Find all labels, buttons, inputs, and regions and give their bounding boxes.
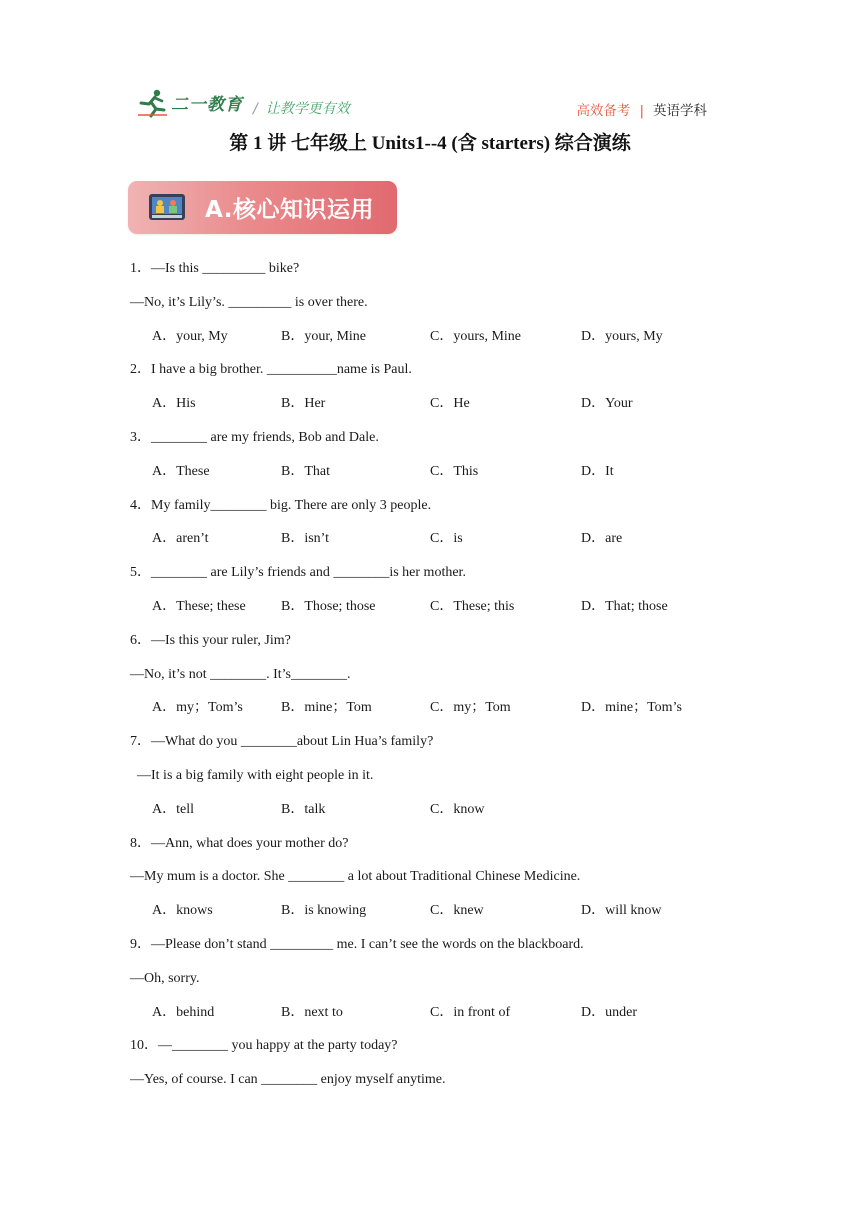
answer-option[interactable]: A．your, My: [152, 328, 228, 344]
answer-option[interactable]: D．are: [581, 531, 623, 547]
question-line: —Oh, sorry.: [130, 970, 200, 986]
logo-text: 二一教育: [171, 95, 243, 115]
answer-option[interactable]: A．knows: [152, 903, 213, 919]
question-stem: 8．—Ann, what does your mother do?: [130, 835, 349, 851]
question-line: —Yes, of course. I can ________ enjoy myself anytime.: [130, 1072, 446, 1088]
answer-option[interactable]: A．my；Tom’s: [152, 700, 243, 716]
answer-option[interactable]: A．aren’t: [152, 531, 209, 547]
answer-option[interactable]: A．behind: [152, 1004, 215, 1020]
answer-option[interactable]: D．It: [581, 463, 614, 479]
subject-tag: [576, 99, 707, 119]
answer-option[interactable]: D．mine；Tom’s: [581, 700, 682, 716]
question-stem: 2．I have a big brother. __________name is Paul.: [130, 362, 412, 378]
answer-option[interactable]: C．knew: [430, 903, 484, 919]
answer-option[interactable]: C．He: [430, 396, 470, 412]
slash-divider: /: [253, 101, 258, 117]
answer-option[interactable]: B．mine；Tom: [281, 700, 372, 716]
question-line: —It is a big family with eight people in it.: [130, 768, 374, 783]
answer-option[interactable]: A．These; these: [152, 599, 246, 614]
slogan: [253, 98, 350, 118]
answer-option[interactable]: B．Those; those: [281, 599, 376, 614]
answer-option[interactable]: B．That: [281, 463, 330, 479]
answer-option[interactable]: C．in front of: [430, 1004, 511, 1020]
tag-exam-prep: 高效备考: [576, 103, 631, 119]
answer-option[interactable]: D．yours, My: [581, 328, 663, 344]
question-stem: 4．My family________ big. There are only 3 people.: [130, 497, 432, 513]
answer-option[interactable]: D．Your: [581, 396, 633, 412]
question-stem: 9．—Please don’t stand _________ me. I can’t see the words on the blackboard.: [130, 937, 584, 952]
answer-option[interactable]: A．tell: [152, 801, 194, 817]
classroom-icon: [148, 193, 186, 221]
answer-option[interactable]: C．This: [430, 463, 479, 479]
answer-option[interactable]: C．These; this: [430, 599, 515, 614]
answer-option[interactable]: B．Her: [281, 396, 326, 412]
question-line: —My mum is a doctor. She ________ a lot about Traditional Chinese Medicine.: [130, 869, 581, 885]
section-banner: [128, 181, 397, 234]
question-stem: 7．—What do you ________about Lin Hua’s family?: [130, 734, 434, 750]
question-stem: 5．________ are Lily’s friends and ________is her mother.: [130, 565, 466, 581]
runner-icon: [137, 88, 171, 118]
tag-divider: |: [639, 103, 644, 119]
tag-subject: 英语学科: [653, 103, 707, 119]
question-line: —No, it’s Lily’s. _________ is over there.: [130, 294, 368, 310]
answer-option[interactable]: C．is: [430, 531, 463, 547]
question-stem: 1．—Is this _________ bike?: [130, 261, 300, 276]
section-title: A.核心知识运用: [205, 197, 374, 223]
question-line: —No, it’s not ________. It’s________.: [130, 666, 351, 682]
answer-option[interactable]: C．know: [430, 801, 485, 817]
question-stem: 6．—Is this your ruler, Jim?: [130, 632, 291, 648]
page-header: [137, 84, 717, 124]
question-stem: 10．—________ you happy at the party today?: [130, 1038, 398, 1054]
answer-option[interactable]: B．your, Mine: [281, 328, 366, 344]
answer-option[interactable]: B．isn’t: [281, 531, 329, 547]
answer-option[interactable]: A．These: [152, 463, 210, 479]
answer-option[interactable]: C．yours, Mine: [430, 328, 521, 344]
question-stem: 3．________ are my friends, Bob and Dale.: [130, 430, 379, 445]
answer-option[interactable]: D．That; those: [581, 599, 668, 614]
answer-option[interactable]: D．under: [581, 1004, 637, 1020]
answer-option[interactable]: B．is knowing: [281, 903, 367, 919]
answer-option[interactable]: C．my；Tom: [430, 700, 511, 716]
answer-option[interactable]: B．next to: [281, 1004, 343, 1020]
slogan-text: 让教学更有效: [265, 101, 350, 117]
page-title: 第 1 讲 七年级上 Units1--4 (含 starters) 综合演练: [229, 133, 631, 154]
answer-option[interactable]: D．will know: [581, 903, 662, 919]
answer-option[interactable]: B．talk: [281, 801, 326, 817]
answer-option[interactable]: A．His: [152, 396, 196, 412]
brand-logo: [137, 88, 247, 118]
